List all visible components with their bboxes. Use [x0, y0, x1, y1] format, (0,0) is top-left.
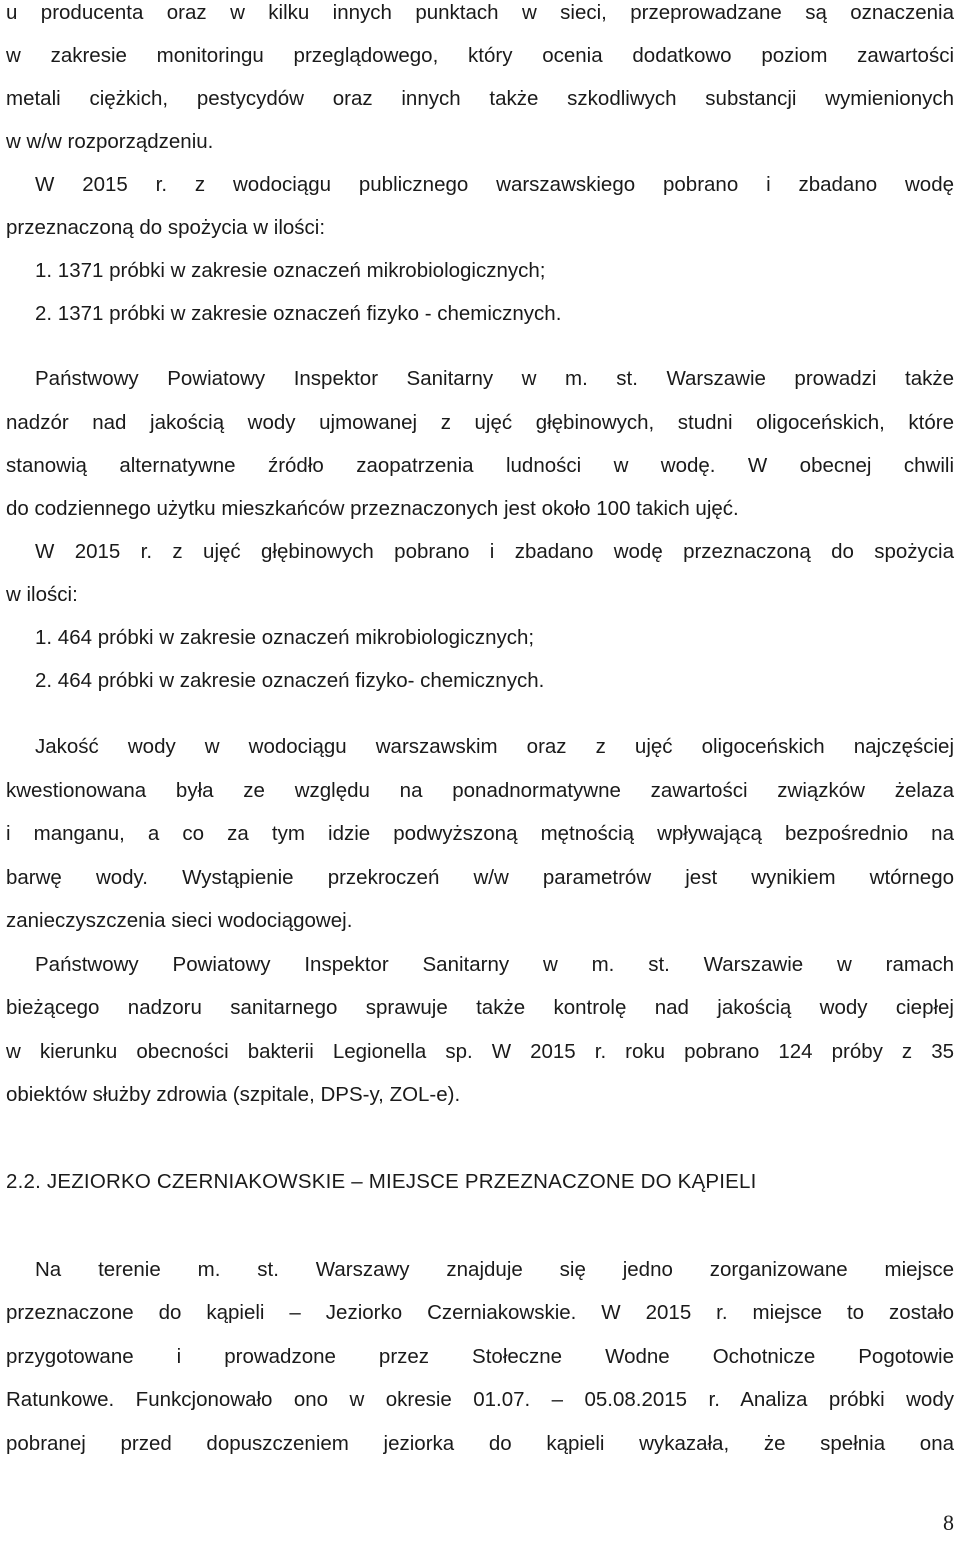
text-line: przygotowane i prowadzone przez Stołeczne Wodne Ochotnicze Pogotowie [6, 1345, 954, 1368]
text-line: Państwowy Powiatowy Inspektor Sanitarny w m. st. Warszawie prowadzi także [35, 367, 954, 390]
text-line: Państwowy Powiatowy Inspektor Sanitarny w m. st. Warszawie w ramach [35, 953, 954, 976]
page-number: 8 [943, 1510, 954, 1535]
text-line: w zakresie monitoringu przeglądowego, który ocenia dodatkowo poziom zawartości [6, 44, 954, 67]
text-line: nadzór nad jakością wody ujmowanej z ujęć głębinowych, studni oligoceńskich, które [6, 411, 954, 434]
text-line: Ratunkowe. Funkcjonowało ono w okresie 01.07. – 05.08.2015 r. Analiza próbki wody [6, 1388, 954, 1411]
text-line: stanowią alternatywne źródło zaopatrzenia ludności w wodę. W obecnej chwili [6, 454, 954, 477]
text-line: przeznaczone do kąpieli – Jeziorko Czerniakowskie. W 2015 r. miejsce to zostało [6, 1301, 954, 1324]
text-line: kwestionowana była ze względu na ponadnormatywne zawartości związków żelaza [6, 779, 954, 802]
text-line: pobranej przed dopuszczeniem jeziorka do kąpieli wykazała, że spełnia ona [6, 1432, 954, 1455]
section-heading: 2.2. JEZIORKO CZERNIAKOWSKIE – MIEJSCE PRZEZNACZONE DO KĄPIELI [6, 1170, 757, 1193]
text-line: obiektów służby zdrowia (szpitale, DPS-y, ZOL-e). [6, 1083, 461, 1106]
text-line: Na terenie m. st. Warszawy znajduje się jedno zorganizowane miejsce [35, 1258, 954, 1281]
text-line: zanieczyszczenia sieci wodociągowej. [6, 909, 353, 932]
text-line: do codziennego użytku mieszkańców przeznaczonych jest około 100 takich ujęć. [6, 497, 739, 520]
text-line: W 2015 r. z ujęć głębinowych pobrano i zbadano wodę przeznaczoną do spożycia [35, 540, 954, 563]
text-line: W 2015 r. z wodociągu publicznego warszawskiego pobrano i zbadano wodę [35, 173, 954, 196]
text-line: i manganu, a co za tym idzie podwyższoną mętnością wpływającą bezpośrednio na [6, 822, 954, 845]
list-item: 2. 1371 próbki w zakresie oznaczeń fizyko - chemicznych. [35, 302, 562, 325]
text-line: barwę wody. Wystąpienie przekroczeń w/w parametrów jest wynikiem wtórnego [6, 866, 954, 889]
text-line: Jakość wody w wodociągu warszawskim oraz z ujęć oligoceńskich najczęściej [35, 735, 954, 758]
list-item: 1. 464 próbki w zakresie oznaczeń mikrobiologicznych; [35, 626, 535, 649]
text-line: u producenta oraz w kilku innych punktach w sieci, przeprowadzane są oznaczenia [6, 1, 954, 24]
text-line: bieżącego nadzoru sanitarnego sprawuje także kontrolę nad jakością wody ciepłej [6, 996, 954, 1019]
list-item: 2. 464 próbki w zakresie oznaczeń fizyko- chemicznych. [35, 669, 545, 692]
text-line: w w/w rozporządzeniu. [6, 130, 214, 153]
text-line: przeznaczoną do spożycia w ilości: [6, 216, 326, 239]
text-line: w kierunku obecności bakterii Legionella sp. W 2015 r. roku pobrano 124 próby z 35 [6, 1040, 954, 1063]
text-line: w ilości: [6, 583, 78, 606]
text-line: metali ciężkich, pestycydów oraz innych także szkodliwych substancji wymienionych [6, 87, 954, 110]
list-item: 1. 1371 próbki w zakresie oznaczeń mikrobiologicznych; [35, 259, 546, 282]
